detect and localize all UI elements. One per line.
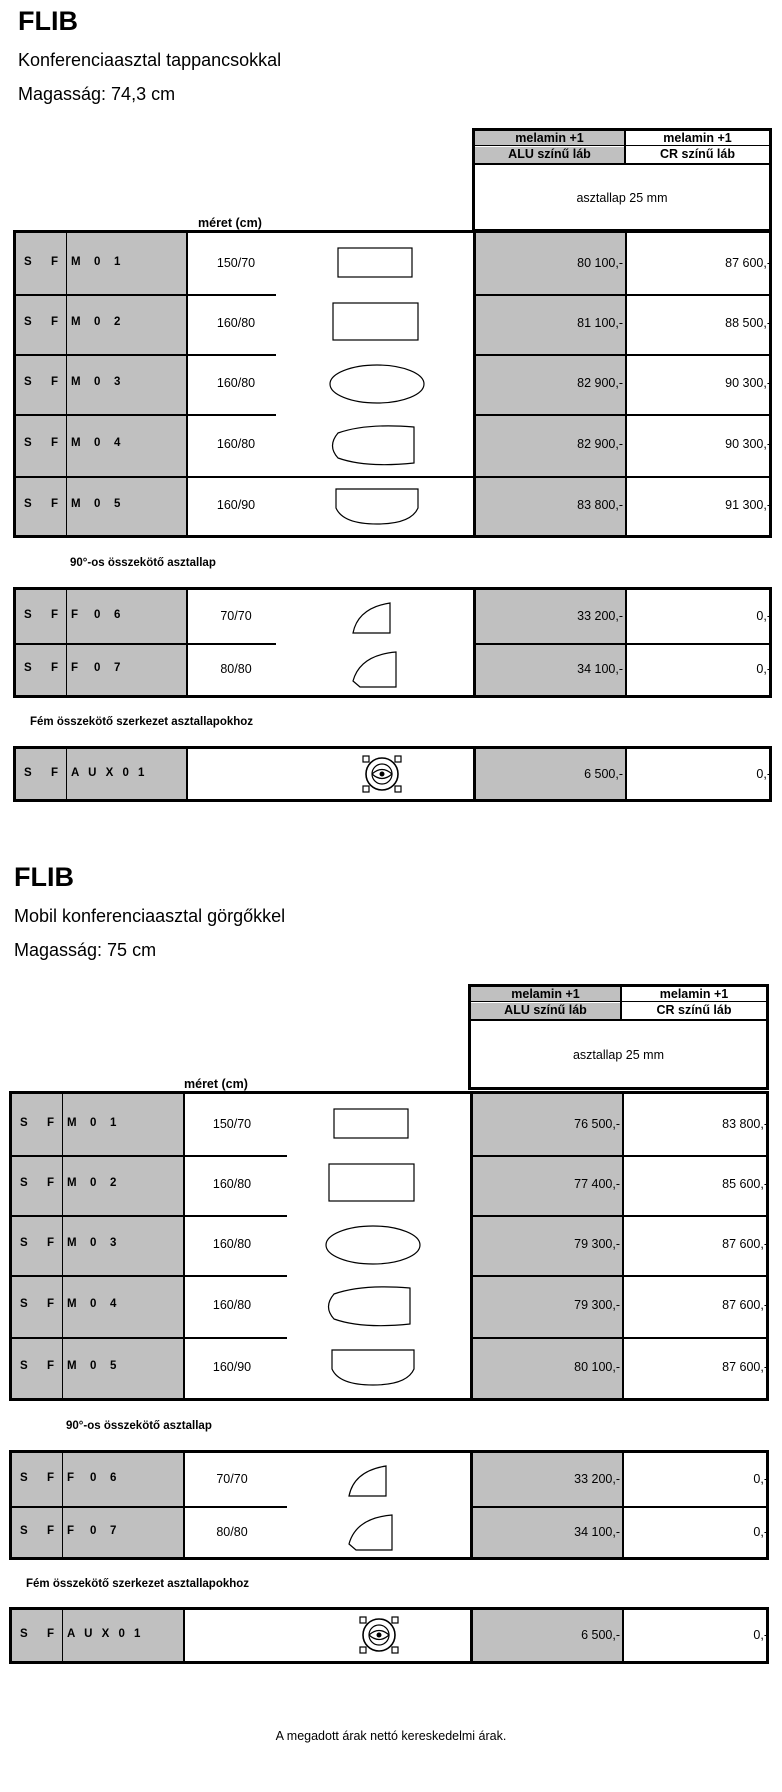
price-alu: 82 900,- xyxy=(577,437,623,451)
code-char: M xyxy=(67,1360,77,1372)
size-value: 160/80 xyxy=(212,1237,252,1251)
code-char: 6 xyxy=(110,1472,117,1484)
section-2-main-table xyxy=(9,1091,769,1401)
code-char: M xyxy=(71,437,81,449)
table-row xyxy=(12,1506,766,1557)
code-char: 3 xyxy=(114,376,121,388)
price-alu: 34 100,- xyxy=(574,1525,620,1539)
size-value: 70/70 xyxy=(216,1472,248,1486)
code-char: S xyxy=(24,256,32,268)
price-alu: 77 400,- xyxy=(574,1177,620,1191)
size-value: 150/70 xyxy=(216,256,256,270)
corner-shape-icon xyxy=(350,649,402,691)
price-cr: 85 600,- xyxy=(722,1177,768,1191)
code-char: 0 xyxy=(94,256,101,268)
section-2-price-header xyxy=(468,984,769,1090)
price-cr: 0,- xyxy=(753,1525,768,1539)
code-char: M xyxy=(71,376,81,388)
section-2-connector-table xyxy=(9,1607,769,1664)
corner-shape-icon xyxy=(350,600,396,636)
price-cr: 0,- xyxy=(753,1472,768,1486)
code-char: 0 xyxy=(94,316,101,328)
code-char: 0 xyxy=(90,1117,97,1129)
corner-shape-icon xyxy=(346,1512,398,1554)
table-row xyxy=(12,1275,766,1337)
code-char: S xyxy=(24,498,32,510)
code-char: F xyxy=(51,767,59,779)
footer-note: A megadott árak nettó kereskedelmi árak. xyxy=(275,1729,507,1743)
code-char: F xyxy=(47,1472,55,1484)
code-char: 7 xyxy=(114,662,121,674)
code-char: F xyxy=(47,1117,55,1129)
price-alu: 33 200,- xyxy=(577,609,623,623)
hdr-note: asztallap 25 mm xyxy=(572,1048,664,1062)
table-row xyxy=(12,1453,766,1506)
code-char: 5 xyxy=(114,498,121,510)
table-shape-icon xyxy=(336,246,416,282)
price-alu: 82 900,- xyxy=(577,376,623,390)
size-value: 160/80 xyxy=(216,437,256,451)
table-shape-icon xyxy=(333,486,423,528)
table-row xyxy=(16,294,769,354)
code-char: 0 xyxy=(90,1298,97,1310)
connector-icon xyxy=(359,753,405,795)
corner-shape-icon xyxy=(346,1463,392,1499)
code-char: S xyxy=(24,316,32,328)
table-row xyxy=(16,590,769,643)
section-1-main-table xyxy=(13,230,772,538)
hdr-cr-line1: melamin +1 xyxy=(626,131,769,146)
size-value: 80/80 xyxy=(216,1525,248,1539)
code-char: F xyxy=(67,1472,75,1484)
code-char: S xyxy=(20,1525,28,1537)
code-char: M xyxy=(67,1177,77,1189)
price-alu: 76 500,- xyxy=(574,1117,620,1131)
code-char: 5 xyxy=(110,1360,117,1372)
size-value: 150/70 xyxy=(212,1117,252,1131)
code-char: F xyxy=(47,1298,55,1310)
price-alu: 6 500,- xyxy=(581,1628,620,1642)
code-char: F xyxy=(51,498,59,510)
code-char: F xyxy=(51,437,59,449)
code-char: 2 xyxy=(114,316,121,328)
code-char: A U X 0 1 xyxy=(71,767,145,779)
size-value: 160/90 xyxy=(212,1360,252,1374)
table-row xyxy=(12,1337,766,1398)
code-char: S xyxy=(20,1177,28,1189)
price-alu: 6 500,- xyxy=(584,767,623,781)
code-char: 0 xyxy=(90,1472,97,1484)
code-char: M xyxy=(71,316,81,328)
code-char: S xyxy=(24,767,32,779)
code-char: F xyxy=(51,376,59,388)
code-char: S xyxy=(20,1237,28,1249)
price-cr: 83 800,- xyxy=(722,1117,768,1131)
code-char: 6 xyxy=(114,609,121,621)
code-char: F xyxy=(51,316,59,328)
code-char: 4 xyxy=(110,1298,117,1310)
price-cr: 0,- xyxy=(756,609,771,623)
code-char: M xyxy=(67,1237,77,1249)
price-cr: 90 300,- xyxy=(725,376,771,390)
code-char: 0 xyxy=(94,662,101,674)
size-value: 80/80 xyxy=(220,662,252,676)
code-char: 0 xyxy=(94,498,101,510)
code-char: 4 xyxy=(114,437,121,449)
code-char: 0 xyxy=(90,1525,97,1537)
price-cr: 0,- xyxy=(753,1628,768,1642)
table-row xyxy=(16,749,769,799)
section-2-corner-table xyxy=(9,1450,769,1560)
hdr-alu-line1: melamin +1 xyxy=(471,987,620,1002)
code-char: F xyxy=(71,662,79,674)
code-char: S xyxy=(20,1472,28,1484)
price-cr: 87 600,- xyxy=(722,1237,768,1251)
section-1-price-header xyxy=(472,128,772,232)
table-row xyxy=(12,1215,766,1275)
code-char: M xyxy=(71,256,81,268)
code-char: F xyxy=(47,1360,55,1372)
code-char: M xyxy=(67,1117,77,1129)
code-char: 3 xyxy=(110,1237,117,1249)
section-2-height: Magasság: 75 cm xyxy=(14,940,157,960)
table-shape-icon xyxy=(328,362,426,406)
connector-icon xyxy=(356,1614,402,1656)
code-char: 1 xyxy=(110,1117,117,1129)
section-1-title: FLIB xyxy=(18,6,78,36)
price-cr: 0,- xyxy=(756,767,771,781)
section-2-connector-caption: Fém összekötő szerkezet asztallapokhoz xyxy=(26,1578,250,1590)
code-char: 0 xyxy=(90,1177,97,1189)
code-char: 2 xyxy=(110,1177,117,1189)
price-alu: 80 100,- xyxy=(574,1360,620,1374)
section-1-subtitle: Konferenciaasztal tappancsokkal xyxy=(18,50,282,70)
size-value: 160/80 xyxy=(216,376,256,390)
code-char: A U X 0 1 xyxy=(67,1628,141,1640)
code-char: F xyxy=(51,662,59,674)
code-char: 1 xyxy=(114,256,121,268)
table-shape-icon xyxy=(329,1347,419,1389)
code-char: S xyxy=(24,376,32,388)
section-2-subtitle: Mobil konferenciaasztal görgőkkel xyxy=(14,906,286,926)
code-char: S xyxy=(20,1360,28,1372)
section-2-meret-label: méret (cm) xyxy=(184,1077,248,1091)
price-cr: 88 500,- xyxy=(725,316,771,330)
table-row xyxy=(16,233,769,294)
hdr-cr-line2: CR színű láb xyxy=(659,147,735,161)
section-1-connector-caption: Fém összekötő szerkezet asztallapokhoz xyxy=(30,716,254,728)
code-char: F xyxy=(47,1628,55,1640)
size-value: 160/80 xyxy=(212,1298,252,1312)
code-char: 0 xyxy=(90,1360,97,1372)
table-shape-icon xyxy=(324,1223,422,1267)
code-char: F xyxy=(71,609,79,621)
code-char: S xyxy=(24,662,32,674)
code-char: F xyxy=(47,1237,55,1249)
table-shape-icon xyxy=(327,1162,417,1206)
table-shape-icon xyxy=(322,1285,422,1329)
table-row xyxy=(12,1094,766,1155)
price-cr: 91 300,- xyxy=(725,498,771,512)
price-alu: 33 200,- xyxy=(574,1472,620,1486)
code-char: S xyxy=(24,609,32,621)
hdr-alu-line2: ALU színű láb xyxy=(471,1003,620,1019)
code-char: M xyxy=(71,498,81,510)
code-char: S xyxy=(20,1298,28,1310)
section-2-corner-caption: 90°-os összekötő asztallap xyxy=(66,1420,212,1432)
price-cr: 87 600,- xyxy=(722,1360,768,1374)
code-char: S xyxy=(24,437,32,449)
table-row xyxy=(16,354,769,414)
size-value: 160/80 xyxy=(216,316,256,330)
table-row xyxy=(16,476,769,535)
code-char: S xyxy=(20,1117,28,1129)
price-cr: 0,- xyxy=(756,662,771,676)
hdr-alu-line1: melamin +1 xyxy=(475,131,624,146)
table-row xyxy=(12,1610,766,1661)
table-shape-icon xyxy=(331,301,421,345)
code-char: 0 xyxy=(90,1237,97,1249)
price-alu: 80 100,- xyxy=(577,256,623,270)
code-char: M xyxy=(67,1298,77,1310)
hdr-cr-line1: melamin +1 xyxy=(622,987,766,1002)
price-alu: 83 800,- xyxy=(577,498,623,512)
table-shape-icon xyxy=(326,424,426,468)
size-value: 160/80 xyxy=(212,1177,252,1191)
section-1-connector-table xyxy=(13,746,772,802)
table-row xyxy=(16,414,769,476)
price-alu: 79 300,- xyxy=(574,1237,620,1251)
size-value: 160/90 xyxy=(216,498,256,512)
code-char: F xyxy=(47,1177,55,1189)
section-1-meret-label: méret (cm) xyxy=(198,216,262,230)
code-char: 0 xyxy=(94,376,101,388)
code-char: F xyxy=(51,609,59,621)
code-char: 0 xyxy=(94,437,101,449)
table-shape-icon xyxy=(332,1107,412,1143)
code-char: 0 xyxy=(94,609,101,621)
code-char: S xyxy=(20,1628,28,1640)
table-row xyxy=(16,643,769,695)
hdr-note: asztallap 25 mm xyxy=(576,191,668,205)
price-alu: 79 300,- xyxy=(574,1298,620,1312)
section-1-corner-table xyxy=(13,587,772,698)
price-alu: 34 100,- xyxy=(577,662,623,676)
price-alu: 81 100,- xyxy=(577,316,623,330)
price-cr: 90 300,- xyxy=(725,437,771,451)
section-1-height: Magasság: 74,3 cm xyxy=(18,84,176,104)
code-char: F xyxy=(47,1525,55,1537)
code-char: F xyxy=(51,256,59,268)
section-2-title: FLIB xyxy=(14,862,74,892)
price-cr: 87 600,- xyxy=(722,1298,768,1312)
code-char: 7 xyxy=(110,1525,117,1537)
code-char: F xyxy=(67,1525,75,1537)
hdr-alu-line2: ALU színű láb xyxy=(475,147,624,163)
size-value: 70/70 xyxy=(220,609,252,623)
hdr-cr-line2: CR színű láb xyxy=(656,1003,732,1017)
table-row xyxy=(12,1155,766,1215)
price-cr: 87 600,- xyxy=(725,256,771,270)
section-1-corner-caption: 90°-os összekötő asztallap xyxy=(70,557,216,569)
